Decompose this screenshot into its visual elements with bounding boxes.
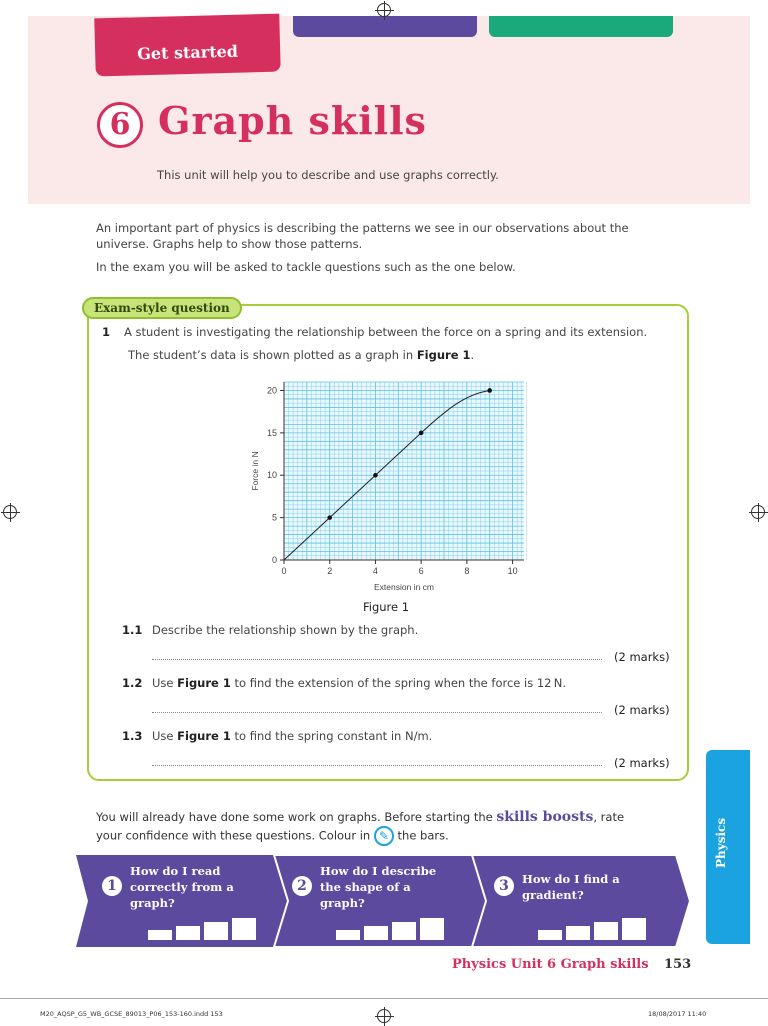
y-tick-label: 15	[266, 427, 277, 438]
answer-line-1-3[interactable]	[152, 765, 602, 766]
confidence-text-b: , rate	[593, 810, 625, 824]
answer-line-1-2[interactable]	[152, 712, 602, 713]
part-1-2-ref: Figure 1	[177, 676, 231, 690]
skill-number-2: 2	[292, 876, 312, 896]
physics-side-tab	[706, 750, 750, 944]
x-tick-label: 4	[372, 566, 378, 576]
footer-title: Physics Unit 6 Graph skills	[452, 957, 649, 972]
confidence-line-2	[96, 826, 449, 846]
figure-caption: Figure 1	[363, 600, 410, 614]
confidence-text-a: You will already have done some work on graphs. Before starting the	[96, 810, 497, 824]
question-stem: A student is investigating the relationship between the force on a spring and its extension.	[124, 325, 648, 339]
skills-boosts-label: skills boosts	[496, 809, 594, 825]
data-point	[373, 473, 378, 478]
intro-paragraph: An important part of physics is describing the patterns we see in our observations about the universe. Graphs help to show those patterns.	[96, 221, 629, 251]
pencil-icon: ✎	[374, 826, 394, 846]
data-point	[327, 515, 332, 520]
y-axis-label: Force in N	[250, 451, 260, 491]
registration-mark-bottom	[377, 1009, 391, 1023]
registration-mark-left	[3, 505, 17, 519]
x-tick-label: 10	[507, 566, 518, 576]
x-tick-label: 0	[281, 566, 287, 576]
page-subtitle: This unit will help you to describe and use graphs correctly.	[157, 168, 499, 182]
x-tick-label: 6	[418, 566, 424, 576]
unit-number-badge: 6	[97, 102, 143, 148]
confidence-line-1	[96, 809, 624, 825]
part-number-1-1: 1.1	[122, 623, 143, 637]
question-data-line	[128, 348, 474, 362]
part-text-1-3	[152, 729, 432, 743]
data-point	[487, 388, 492, 393]
skill-number-1: 1	[102, 876, 122, 896]
skill-question-2: How do I describe the shape of a graph?	[320, 864, 437, 910]
confidence-text-d: the bars.	[397, 828, 449, 843]
side-tab-label: Physics	[714, 817, 728, 868]
confidence-bars-2[interactable]	[336, 916, 448, 946]
force-extension-chart	[240, 370, 540, 600]
marks-1-2: (2 marks)	[614, 703, 670, 717]
confidence-bars-3[interactable]	[538, 916, 650, 946]
registration-mark-right	[751, 505, 765, 519]
confidence-text-c: your confidence with these questions. Colour in	[96, 828, 371, 843]
intro-paragraph-2: In the exam you will be asked to tackle questions such as the one below.	[96, 260, 516, 274]
green-tab	[489, 16, 673, 37]
marks-1-1: (2 marks)	[614, 650, 670, 664]
slug-rule	[0, 998, 768, 999]
page-number: 153	[664, 957, 692, 972]
data-line-text: The student’s data is shown plotted as a graph in	[128, 348, 417, 362]
part-text-1-1	[152, 623, 418, 637]
x-tick-label: 8	[464, 566, 470, 576]
exam-style-question-tag: Exam-style question	[82, 297, 242, 319]
x-axis-label: Extension in cm	[374, 582, 434, 592]
data-point	[419, 431, 424, 436]
confidence-bars-1[interactable]	[148, 916, 260, 946]
get-started-label: Get started	[94, 14, 280, 77]
part-1-1-text: Describe the relationship shown by the graph.	[152, 623, 419, 637]
part-1-3-prefix: Use	[152, 729, 178, 743]
x-tick-label: 2	[327, 566, 333, 576]
part-1-2-suffix: to find the extension of the spring when the force is 12 N.	[230, 676, 567, 690]
y-tick-label: 10	[266, 470, 277, 481]
purple-tab	[293, 16, 477, 37]
answer-line-1-1[interactable]	[152, 659, 602, 660]
part-1-3-suffix: to find the spring constant in N/m.	[230, 729, 433, 743]
skill-question-3: How do I find a gradient?	[522, 872, 620, 902]
marks-1-3: (2 marks)	[614, 756, 670, 770]
part-1-3-ref: Figure 1	[177, 729, 231, 743]
data-line-end: .	[470, 348, 475, 362]
page-title: Graph skills	[158, 98, 427, 143]
registration-mark-top	[377, 3, 391, 17]
slug-date: 18/08/2017 11:40	[648, 1010, 707, 1018]
part-number-1-2: 1.2	[122, 676, 143, 690]
part-number-1-3: 1.3	[122, 729, 143, 743]
question-number: 1	[102, 325, 111, 339]
y-tick-label: 0	[271, 555, 277, 565]
y-tick-label: 20	[266, 385, 277, 396]
skill-question-1: How do I read correctly from a graph?	[130, 864, 234, 910]
part-text-1-2	[152, 676, 566, 690]
y-tick-label: 5	[271, 512, 277, 523]
part-1-2-prefix: Use	[152, 676, 178, 690]
skill-number-3: 3	[494, 876, 514, 896]
figure-ref: Figure 1	[416, 348, 471, 362]
slug-file: M20_AQSP_G5_WB_GCSE_89013_P06_153-160.indd 153	[40, 1010, 223, 1018]
